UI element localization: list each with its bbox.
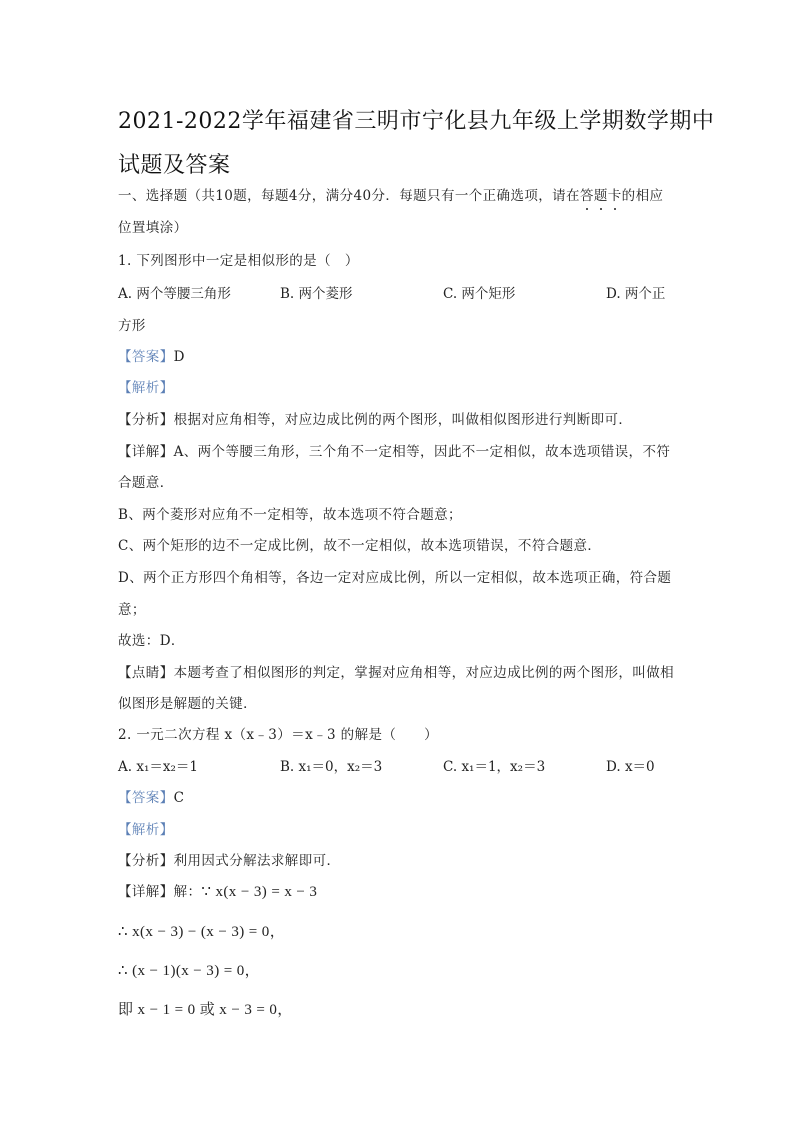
- emphasis-char: 卡: [607, 188, 622, 204]
- q1-xiangjie: 【详解】A、两个等腰三角形，三个角不一定相等，因此不一定相似，故本选项错误，不符: [118, 444, 671, 460]
- q1-xiangjie-line2: 合题意．: [118, 475, 174, 491]
- q1-choose: 故选：D．: [118, 633, 185, 649]
- answer-value: D: [173, 349, 185, 365]
- q2-fenxi: 【分析】利用因式分解法求解即可．: [118, 853, 341, 869]
- q2-option-b: B. x₁＝0，x₂＝3: [280, 759, 383, 775]
- section-heading: 一、选择题（共10题，每题4分，满分40分．每题只有一个正确选项，请在答题卡的相应: [118, 188, 664, 204]
- q2-xiangjie: 【详解】解：∵ x(x − 3) = x − 3: [118, 884, 318, 900]
- q1-line-c: C、两个矩形的边不一定成比例，故不一定相似，故本选项错误，不符合题意．: [118, 538, 602, 554]
- q2-option-c: C. x₁＝1，x₂＝3: [443, 759, 546, 775]
- q2-answer: [118, 786, 184, 806]
- q1-line-b: B、两个菱形对应角不一定相等，故本选项不符合题意；: [118, 507, 462, 523]
- document-title-line2: 试题及答案: [118, 153, 231, 178]
- q1-option-d-wrap: 方形: [118, 318, 146, 334]
- q1-line-d1: D、两个正方形四个角相等，各边一定对应成比例，所以一定相似，故本选项正确，符合题: [118, 570, 672, 586]
- q2-stem: 2. 一元二次方程 x（x﹣3）＝x﹣3 的解是（ ）: [118, 727, 438, 743]
- q1-analysis-tag: 【解析】: [118, 380, 174, 396]
- q1-answer: [118, 345, 185, 365]
- q2-option-a: A. x₁＝x₂＝1: [118, 759, 198, 775]
- q1-dianjing-line2: 似图形是解题的关键．: [118, 696, 257, 712]
- q1-option-b: B. 两个菱形: [280, 286, 353, 302]
- math-step-1: ∵ x(x − 3) = x − 3: [201, 884, 318, 900]
- q1-dianjing: 【点睛】本题考查了相似图形的判定，掌握对应角相等，对应边成比例的两个图形，叫做相: [118, 665, 675, 681]
- emphasis-char: 题: [593, 188, 608, 204]
- q1-option-d: D. 两个正: [606, 286, 666, 302]
- answer-tag: 【答案】: [118, 349, 174, 365]
- q1-option-a: A. 两个等腰三角形: [118, 286, 231, 302]
- document-title-line1: 2021-2022学年福建省三明市宁化县九年级上学期数学期中: [118, 109, 715, 134]
- q1-fenxi: 【分析】根据对应角相等，对应边成比例的两个图形，叫做相似图形进行判断即可．: [118, 412, 633, 428]
- math-step-2: ∴ x(x − 3) − (x − 3) = 0，: [118, 924, 286, 940]
- q2-option-d: D. x＝0: [606, 759, 655, 775]
- answer-value: C: [173, 790, 185, 806]
- math-step-4: 即 x − 1 = 0 或 x − 3 = 0，: [118, 1002, 293, 1018]
- math-step-3: ∴ (x − 1)(x − 3) = 0，: [118, 963, 261, 979]
- q1-option-c: C. 两个矩形: [443, 286, 516, 302]
- q1-stem: 1. 下列图形中一定是相似形的是（ ）: [118, 253, 359, 269]
- q2-analysis-tag: 【解析】: [118, 822, 174, 838]
- q1-line-d2: 意；: [118, 602, 146, 618]
- emphasis-char: 答: [579, 188, 594, 204]
- answer-tag: 【答案】: [118, 790, 174, 806]
- section-heading-line2: 位置填涂）: [118, 220, 188, 236]
